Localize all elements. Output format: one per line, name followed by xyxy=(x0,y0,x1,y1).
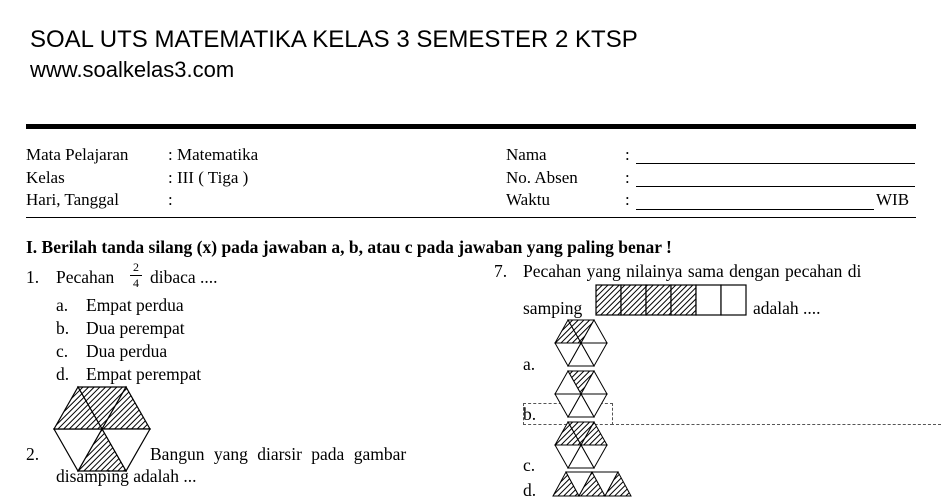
q2-text-line1: Bangun yang diarsir pada gambar xyxy=(150,444,407,464)
strip-cell-4 xyxy=(671,285,696,315)
q1-number: 1. xyxy=(26,267,40,287)
info-colon-absen: : xyxy=(625,168,630,187)
q1-fraction xyxy=(130,261,142,290)
header-rule xyxy=(26,124,916,129)
q1-option-key-c: c. xyxy=(56,341,69,361)
q7-option-key-b: b. xyxy=(523,404,537,424)
q1-option-a[interactable]: Empat perdua xyxy=(86,295,184,315)
q7-option-b-hexagon[interactable] xyxy=(555,371,607,417)
q7-text-line1: Pecahan yang nilainya sama dengan pecahan di xyxy=(523,261,862,281)
info-colon-name: : xyxy=(625,145,630,164)
q1-option-key-a: a. xyxy=(56,295,69,315)
q7-option-key-d: d. xyxy=(523,480,537,500)
absen-field[interactable] xyxy=(636,185,915,187)
q1-frac-den: 4 xyxy=(133,276,139,290)
strip-cell-1 xyxy=(596,285,621,315)
info-label-absen: No. Absen xyxy=(506,168,578,187)
q1-frac-num: 2 xyxy=(133,260,139,274)
info-label-date: Hari, Tanggal xyxy=(26,190,119,209)
q2-hexagon-figure xyxy=(54,387,150,471)
info-label-subject: Mata Pelajaran xyxy=(26,145,129,164)
q2-number: 2. xyxy=(26,444,40,464)
q7-option-a-hexagon[interactable] xyxy=(555,320,607,366)
info-label-time: Waktu xyxy=(506,190,550,209)
q7-number: 7. xyxy=(494,261,508,281)
selection-guide-line xyxy=(611,424,941,425)
q1-option-key-d: d. xyxy=(56,364,70,384)
strip-cell-5 xyxy=(696,285,721,315)
q1-option-d[interactable]: Empat perempat xyxy=(86,364,202,384)
info-label-class: Kelas xyxy=(26,168,65,187)
time-field[interactable] xyxy=(636,208,874,210)
q1-option-c[interactable]: Dua perdua xyxy=(86,341,168,361)
page-title: SOAL UTS MATEMATIKA KELAS 3 SEMESTER 2 KTSP xyxy=(30,26,638,53)
strip-cell-3 xyxy=(646,285,671,315)
q7-option-key-a: a. xyxy=(523,354,536,374)
info-value-subject: : Matematika xyxy=(168,145,259,164)
strip-cell-6 xyxy=(721,285,746,315)
q1-option-key-b: b. xyxy=(56,318,70,338)
q2-text-line2: disamping adalah ... xyxy=(56,466,197,486)
info-value-class: : III ( Tiga ) xyxy=(168,168,249,187)
website-url[interactable]: www.soalkelas3.com xyxy=(30,57,235,82)
q1-option-b[interactable]: Dua perempat xyxy=(86,318,185,338)
info-rule xyxy=(26,217,916,218)
info-colon-time: : xyxy=(625,190,630,209)
q7-option-c-hexagon[interactable] xyxy=(555,422,607,468)
q7-text-after-strip: adalah .... xyxy=(753,298,821,318)
time-suffix: WIB xyxy=(876,190,910,209)
q1-text-after: dibaca .... xyxy=(150,267,218,287)
q7-option-d-triangles[interactable] xyxy=(553,472,633,496)
strip-cell-2 xyxy=(621,285,646,315)
q1-text-before: Pecahan xyxy=(56,267,115,287)
info-value-date: : xyxy=(168,190,173,209)
q7-fraction-strip xyxy=(596,285,748,315)
section-instruction: I. Berilah tanda silang (x) pada jawaban a, b, atau c pada jawaban yang paling benar ! xyxy=(26,237,672,257)
q7-option-key-c: c. xyxy=(523,455,536,475)
info-label-name: Nama xyxy=(506,145,547,164)
name-field[interactable] xyxy=(636,162,915,164)
q7-text-before-strip: samping xyxy=(523,298,583,318)
